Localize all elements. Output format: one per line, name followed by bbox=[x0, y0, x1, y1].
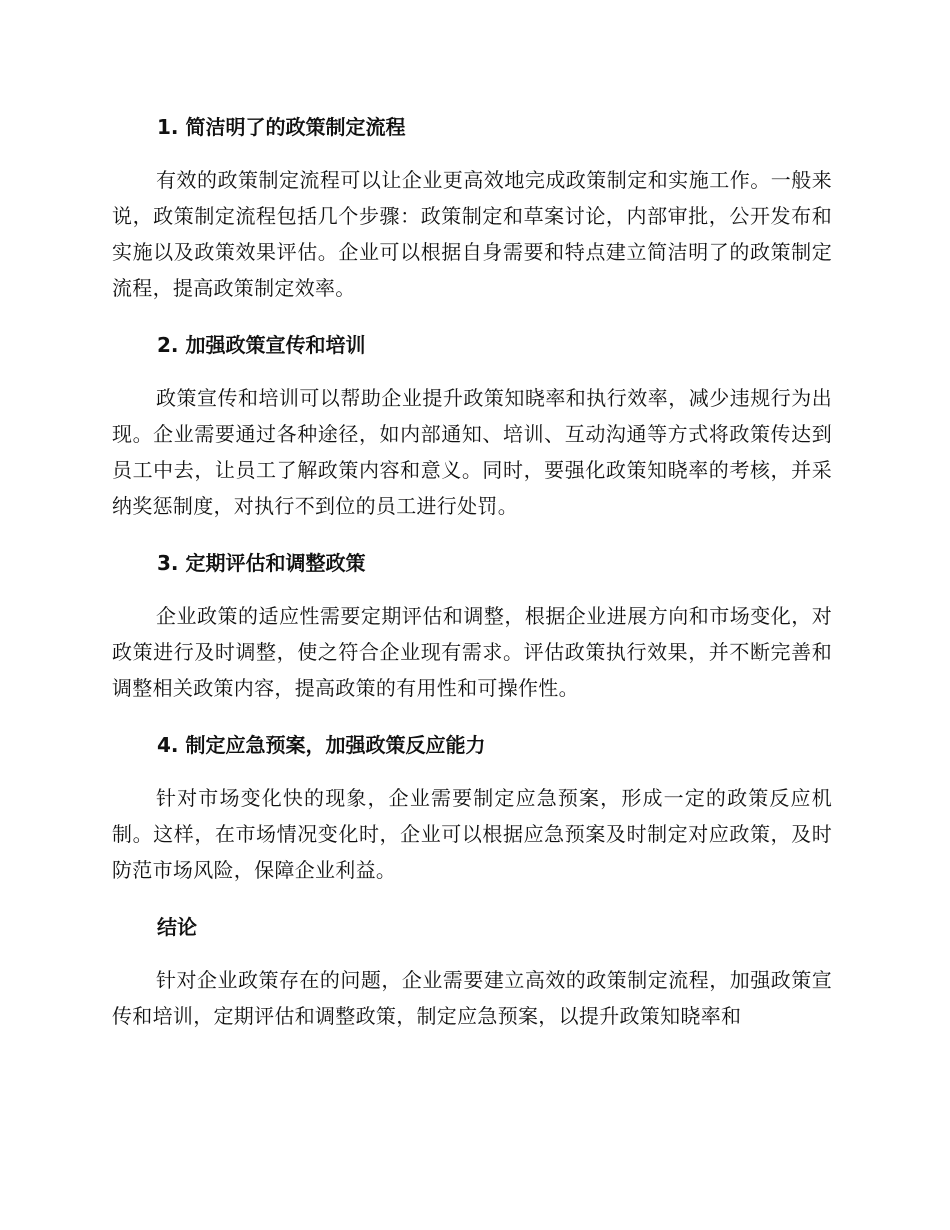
conclusion-heading: 结论 bbox=[157, 915, 197, 939]
section-paragraph-2: 政策宣传和培训可以帮助企业提升政策知晓率和执行效率，减少违规行为出现。企业需要通过各种途径，如内部通知、培训、互动沟通等方式将政策传达到员工中去，让员工了解政策内容和意义。同时，要强化政策知晓率的考核，并采纳奖惩制度，对执行不到位的员工进行处罚。 bbox=[112, 386, 832, 518]
section-paragraph-4: 针对市场变化快的现象，企业需要制定应急预案，形成一定的政策反应机制。这样，在市场情况变化时，企业可以根据应急预案及时制定对应政策，及时防范市场风险，保障企业利益。 bbox=[112, 786, 832, 882]
conclusion-paragraph: 针对企业政策存在的问题，企业需要建立高效的政策制定流程，加强政策宣传和培训，定期评估和调整政策，制定应急预案，以提升政策知晓率和 bbox=[112, 968, 832, 1028]
section-heading-2: 2. 加强政策宣传和培训 bbox=[157, 333, 366, 357]
document-body bbox=[112, 110, 832, 1034]
section-paragraph-1: 有效的政策制定流程可以让企业更高效地完成政策制定和实施工作。一般来说，政策制定流程包括几个步骤：政策制定和草案讨论，内部审批，公开发布和实施以及政策效果评估。企业可以根据自身需要和特点建立简洁明了的政策制定流程，提高政策制定效率。 bbox=[112, 168, 832, 300]
section-heading-3: 3. 定期评估和调整政策 bbox=[157, 551, 366, 575]
section-paragraph-3: 企业政策的适应性需要定期评估和调整，根据企业进展方向和市场变化，对政策进行及时调整，使之符合企业现有需求。评估政策执行效果，并不断完善和调整相关政策内容，提高政策的有用性和可操作性。 bbox=[112, 604, 832, 700]
section-heading-4: 4. 制定应急预案，加强政策反应能力 bbox=[157, 733, 486, 757]
section-heading-1: 1. 简洁明了的政策制定流程 bbox=[157, 115, 406, 139]
